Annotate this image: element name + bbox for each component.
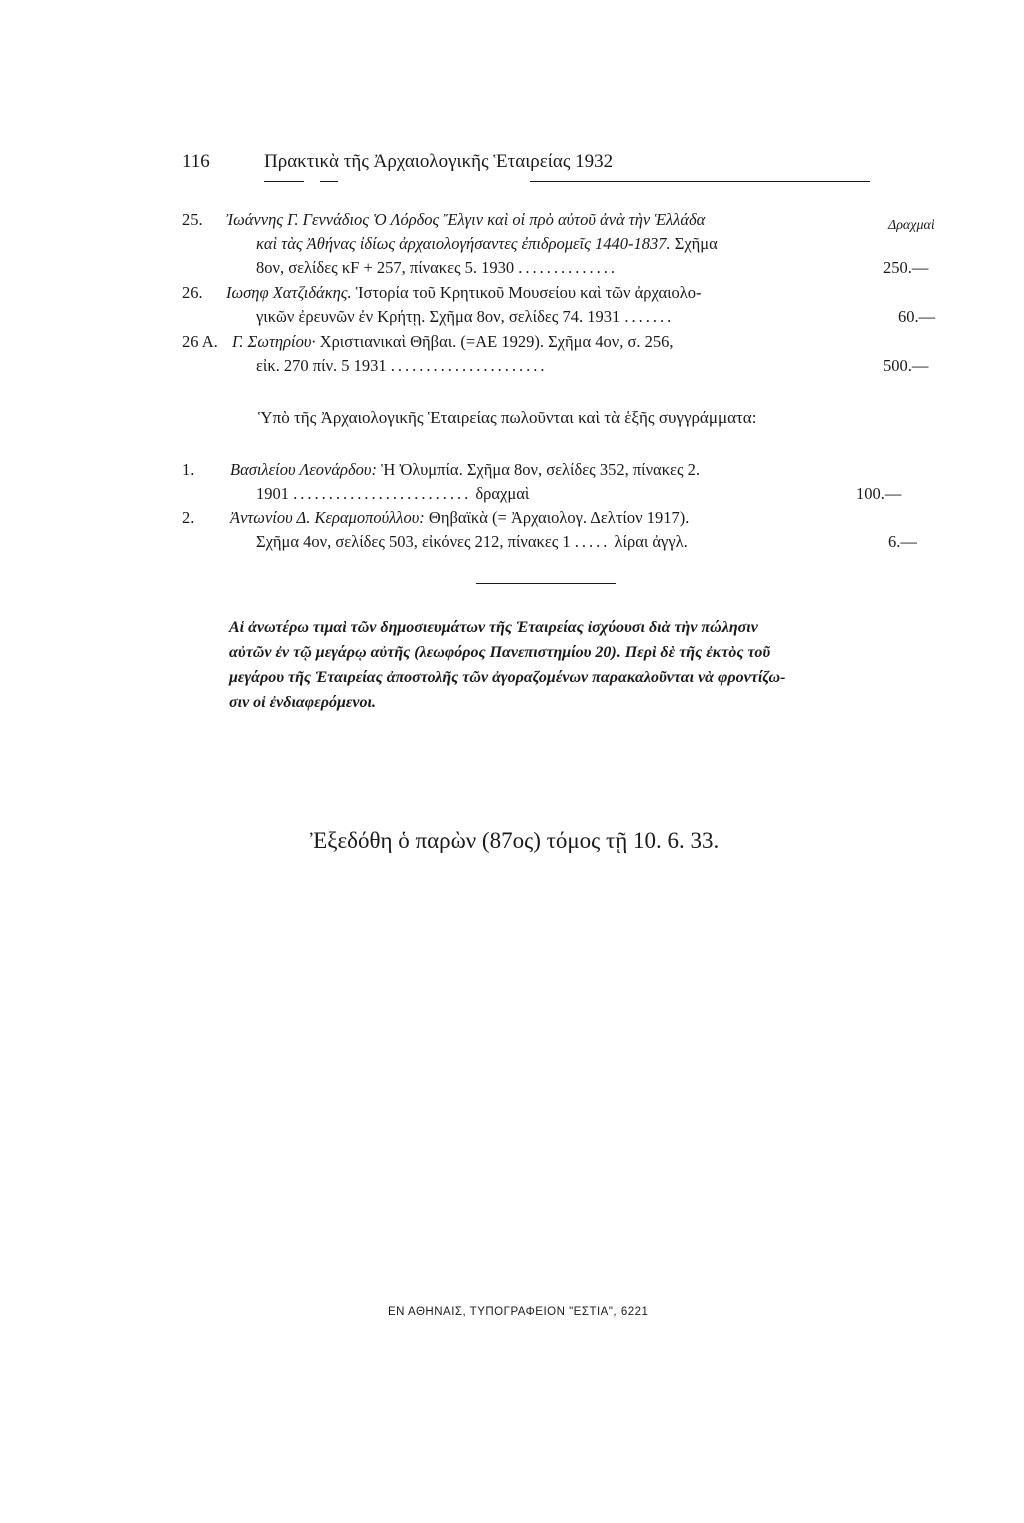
entry-price: 500.— <box>883 356 929 375</box>
entry-line <box>232 330 673 354</box>
entry-format: Σχῆμα <box>674 234 718 253</box>
entry-title: Χριστιανικαὶ Θῆβαι. (=ΑΕ 1929). Σχῆμα 4ον, σ. 256, <box>319 332 674 351</box>
entry-title: Ἱστορία τοῦ Κρητικοῦ Μουσείου καὶ τῶν ἀρχαιολο- <box>355 283 702 302</box>
publication-note: Ἐξεδόθη ὁ παρὼν (87ος) τόμος τῇ 10. 6. 33. <box>310 828 720 853</box>
item-number: 1. <box>182 460 195 479</box>
entry-price: 60.— <box>898 307 936 326</box>
leader-dots: ..... <box>574 532 611 551</box>
item-title: Θηβαϊκὰ (= Ἀρχαιολογ. Δελτίον 1917). <box>428 508 690 527</box>
entry-price: 250.— <box>883 258 929 277</box>
notice-line: αὐτῶν ἐν τῷ μεγάρῳ αὐτῆς (λεωφόρος Πανεπιστημίου 20). Περὶ δὲ τῆς ἐκτὸς τοῦ <box>229 644 771 661</box>
entry-author: Ιωσηφ Χατζιδάκης. <box>226 283 352 302</box>
item-author: Βασιλείου Λεονάρδου: <box>230 460 377 479</box>
notice-line: Αἱ ἀνωτέρω τιμαὶ τῶν δημοσιευμάτων τῆς Ἑταιρείας ἰσχύουσι διὰ τὴν πώλησιν <box>229 619 758 636</box>
running-title: Πρακτικὰ τῆς Ἀρχαιολογικῆς Ἑταιρείας 1932 <box>264 151 614 172</box>
item-currency: δραχμαὶ <box>475 484 530 503</box>
entry-title: Ὁ Λόρδος Ἔλγιν καὶ οἱ πρὸ αὐτοῦ ἀνὰ τὴν Ἑλλάδα <box>373 210 706 229</box>
entry-number: 25. <box>182 210 203 229</box>
entry-number: 26. <box>182 283 203 302</box>
item-line <box>230 458 700 482</box>
item-line <box>230 506 689 530</box>
printer-imprint: ΕΝ ΑΘΗΝΑΙΣ, ΤΥΠΟΓΡΑΦΕΙΟΝ "ΕΣΤΙΑ", 6221 <box>388 1306 649 1318</box>
entry-line <box>226 281 702 305</box>
item-price: 6.— <box>888 532 917 551</box>
leader-dots: ...................... <box>390 356 548 375</box>
entry-line <box>226 208 705 232</box>
page-number: 116 <box>182 151 210 172</box>
entry-line <box>256 305 674 329</box>
entry-author: Ἰωάννης Γ. Γεννάδιος <box>226 210 369 229</box>
section-heading: Ὑπὸ τῆς Ἀρχαιολογικῆς Ἑταιρείας πωλοῦνται καὶ τὰ ἑξῆς συγγράμματα: <box>258 408 757 427</box>
leader-dots: .............. <box>518 258 619 277</box>
item-author: Ἀντωνίου Δ. Κεραμοπούλλου: <box>230 508 425 527</box>
entry-title-cont: καὶ τὰς Ἀθήνας ἰδίως ἀρχαιολογήσαντες ἐπιδρομεῖς 1440-1837. <box>256 234 671 253</box>
entry-line <box>256 232 718 256</box>
item-number: 2. <box>182 508 195 527</box>
item-year: 1901 <box>256 484 289 503</box>
item-currency: λίραι ἀγγλ. <box>614 532 688 551</box>
notice-line: μεγάρου τῆς Ἑταιρείας ἀποστολῆς τῶν ἀγοραζομένων παρακαλοῦνται νὰ φροντίζω- <box>229 669 786 686</box>
entry-details: γικῶν ἐρευνῶν ἐν Κρήτῃ. Σχῆμα 8ον, σελίδες 74. 1931 <box>256 307 621 326</box>
item-price: 100.— <box>856 484 902 503</box>
header-rule-short <box>264 181 304 182</box>
price-column-label: Δραχμαὶ <box>888 218 935 233</box>
entry-line <box>256 354 548 378</box>
item-title: Ἡ Ὀλυμπία. Σχῆμα 8ον, σελίδες 352, πίνακες 2. <box>381 460 700 479</box>
entry-details: 8ον, σελίδες κF + 257, πίνακες 5. 1930 <box>256 258 515 277</box>
item-line <box>256 530 688 554</box>
leader-dots: ....... <box>624 307 675 326</box>
header-rule <box>530 181 870 182</box>
entry-line <box>256 256 618 280</box>
entry-number: 26 Α. <box>182 332 218 351</box>
leader-dots: ......................... <box>293 484 472 503</box>
notice-line: σιν οἱ ἐνδιαφερόμενοι. <box>229 694 376 711</box>
header-rule-dash <box>320 181 338 182</box>
entry-author: Γ. Σωτηρίου· <box>232 332 316 351</box>
section-separator <box>476 583 616 584</box>
entry-details: εἰκ. 270 πίν. 5 1931 <box>256 356 387 375</box>
item-details: Σχῆμα 4ον, σελίδες 503, εἰκόνες 212, πίνακες 1 <box>256 532 571 551</box>
item-line <box>256 482 529 506</box>
